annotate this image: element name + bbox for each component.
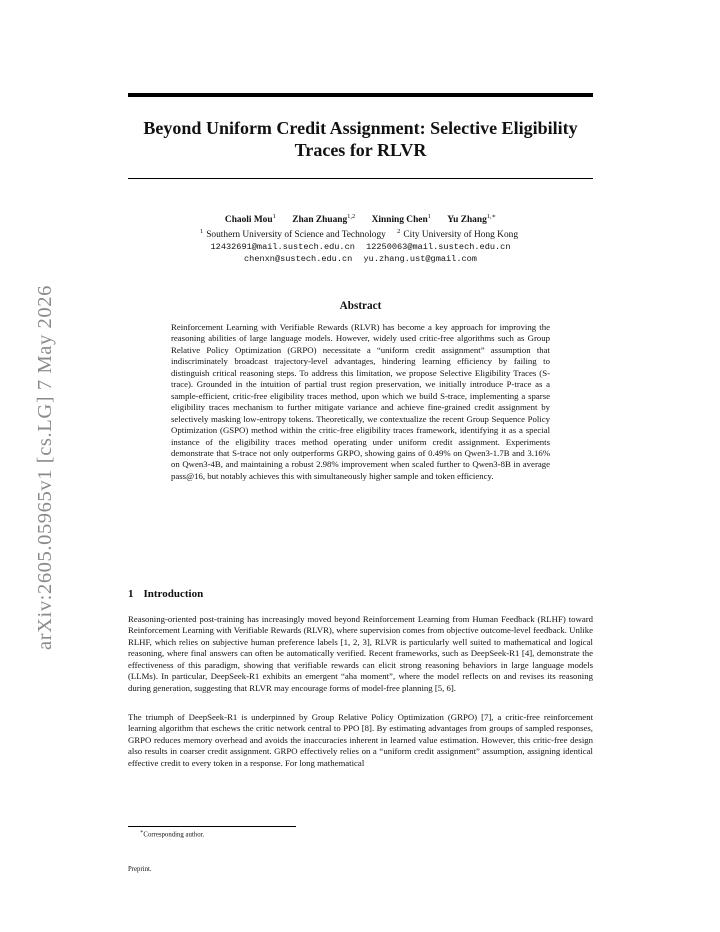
email-row (128, 241, 593, 253)
section-title: Introduction (143, 588, 204, 600)
paper-title: Beyond Uniform Credit Assignment: Selective Eligibility Traces for RLVR (143, 118, 578, 160)
arxiv-stamp (22, 260, 56, 650)
email-row (128, 253, 593, 265)
footnote-mark: ∗ (140, 830, 144, 835)
section-number: 1 (128, 588, 134, 600)
section-heading (128, 588, 213, 600)
footnote (140, 829, 204, 838)
email: chenxn@sustech.edu.cn (244, 254, 353, 265)
body-paragraph: The triumph of DeepSeek-R1 is underpinned by Group Relative Policy Optimization (GRPO) [7], a critic-free reinforcement learning algorithm that eschews the critic network central to PPO [8]. By estimating advantages from groups of sampled responses, GRPO reduces memory overhead and avoids the inaccuracies inherent in learned value estimation. However, this critic-free design also results in coarser credit assignment. GRPO effectively relies on a “uniform credit assignment” assumption, assigning identical effective credit to every token in a response. For long mathematical (128, 712, 593, 768)
affiliation: $^1$ Southern University of Science and Technology (199, 228, 386, 241)
title-bottom-rule (128, 178, 593, 179)
abstract-text: Reinforcement Learning with Verifiable Rewards (RLVR) has become a key approach for improving the reasoning abilities of large language models. However, widely used critic-free algorithms such as Group Relative Policy Optimization (GRPO) necessitate a “uniform credit assignment” assumption that indiscriminately broadcast trajectory-level advantages, hindering learning efficiency by failing to distinguish critical reasoning steps. To address this limitation, we propose Selective Eligibility Traces (S-trace). Grounded in the intuition of partial trust region preservation, we initially introduce P-trace as a sample-efficient, critic-free eligibility traces method, upon which we build S-trace, implementing a sparse eligibility traces mechanism to further mitigate variance and achieve fine-grained credit assignment by selectively masking low-entropy tokens. Theoretically, we contextualize the recent Group Sequence Policy Optimization (GSPO) method within the critic-free eligibility traces framework, identifying it as a special instance of the eligibility traces method operating under uniform credit assignment. Experiments demonstrate that S-trace not only outperforms GRPO, showing gains of 0.49% on Qwen3-1.7B and 3.16% on Qwen3-4B, and maintaining a robust 2.98% improvement when scaled further to Qwen3-8B in average pass@16, but notably achieves this with simultaneously higher sample and token efficiency. (171, 322, 550, 481)
abstract-heading: Abstract (339, 300, 382, 312)
author-list (128, 211, 593, 226)
email: 12250063@mail.sustech.edu.cn (366, 242, 511, 253)
author: Chaoli Mou$^1$ (224, 213, 276, 226)
affiliation: $^2$ City University of Hong Kong (397, 228, 519, 241)
affiliations (128, 226, 593, 241)
title-top-rule (128, 93, 593, 97)
body-paragraph: Reasoning-oriented post-training has increasingly moved beyond Reinforcement Learning from Human Feedback (RLHF) toward Reinforcement Learning with Verifiable Rewards (RLVR), where supervision comes from objective outcome-level feedback. Unlike RLHF, which relies on subjective human preference labels [1, 2, 3], RLVR is particularly well suited to mathematical and logical reasoning, where final answers can often be automatically verified. Recent frameworks, such as DeepSeek-R1 [4], demonstrate the effectiveness of this paradigm, showing that verifiable rewards can elicit strong reasoning behaviors in large language models (LLMs). In particular, DeepSeek-R1 exhibits an emergent “aha moment”, where the model reflects on and revises its reasoning during generation, suggesting that RLVR may encourage forms of model-free planning [5, 6]. (128, 614, 593, 693)
email: 12432691@mail.sustech.edu.cn (210, 242, 355, 253)
author: Zhan Zhuang$^{1,2}$ (292, 213, 356, 226)
preprint-label: Preprint. (128, 866, 152, 873)
footnote-rule (128, 826, 296, 827)
arxiv-id: arXiv:2605.05965v1 [cs.LG] 7 May 2026 (34, 285, 56, 650)
author-block (128, 211, 593, 265)
author: Yu Zhang$^{1,∗}$ (447, 213, 497, 226)
author: Xinning Chen$^1$ (371, 213, 431, 226)
footnote-text: Corresponding author. (143, 831, 205, 839)
email: yu.zhang.ust@gmail.com (363, 254, 477, 265)
